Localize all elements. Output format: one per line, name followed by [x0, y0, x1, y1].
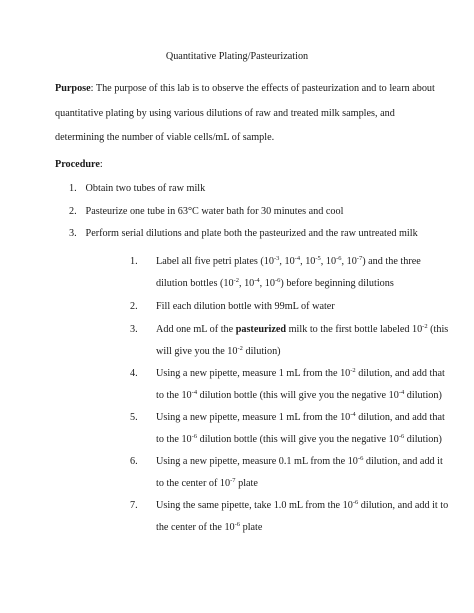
procedure-substep: 7. Using the same pipette, take 1.0 mL from the $10^{-6}$ dilution, and add it to the center of the $10^{-6}$ plate: [130, 499, 449, 533]
procedure-substep: 5. Using a new pipette, measure 1 mL from the $10^{-4}$ dilution, and add that to the $10^{-6}$ dilution bottle (this will give you the negative $10^{-6}$ dilution): [130, 411, 445, 445]
purpose-text: : The purpose of this lab is to observe the effects of pasteurization and to learn about quantitative plating by using various dilutions of raw and treated milk samples, and determining the number of viable cells/mL of sample.: [55, 83, 435, 143]
document-title: Quantitative Plating/Pasteurization: [165, 51, 309, 62]
procedure-step: 2. Pasteurize one tube in 63°C water bath for 30 minutes and cool: [69, 206, 344, 217]
procedure-substep: 6. Using a new pipette, measure 0.1 mL from the $10^{-6}$ dilution, and add it to the center of $10^{-7}$ plate: [130, 455, 443, 489]
procedure-substep: 1. Label all five petri plates ($10^{-3}$, $10^{-4}$, $10^{-5}$, $10^{-6}$, $10^{-7}$) and the three dilution bottles ($10^{-2}$, $10^{-4}$, $10^{-6}$) before beginning dilutions: [130, 255, 421, 289]
purpose-label: Purpose: [55, 83, 91, 94]
procedure-heading: Procedure:: [55, 159, 103, 170]
procedure-step: 3. Perform serial dilutions and plate both the pasteurized and the raw untreated milk: [69, 228, 418, 239]
procedure-substep: 4. Using a new pipette, measure 1 mL from the $10^{-2}$ dilution, and add that to the $10^{-4}$ dilution bottle (this will give you the negative $10^{-4}$ dilution): [130, 367, 445, 401]
procedure-substep: 2. Fill each dilution bottle with 99mL of water: [130, 301, 335, 312]
procedure-substep: 3. Add one mL of the pasteurized milk to the first bottle labeled $10^{-2}$ (this will give you the $10^{-2}$ dilution): [130, 323, 449, 357]
purpose-paragraph: [55, 77, 435, 151]
procedure-step: 1. Obtain two tubes of raw milk: [69, 183, 206, 194]
procedure-label: Procedure: [55, 159, 100, 170]
